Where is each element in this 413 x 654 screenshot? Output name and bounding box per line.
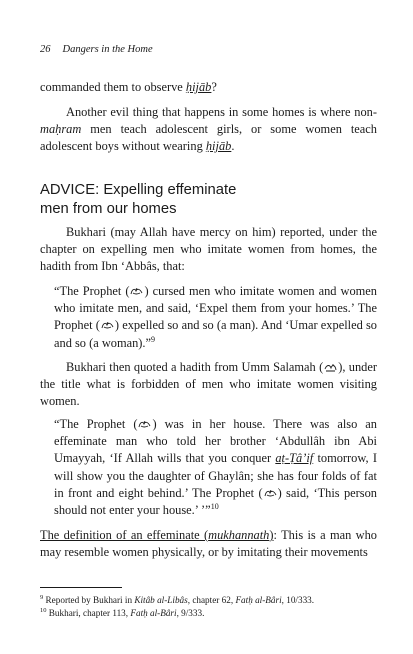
- salutation-icon: [130, 287, 143, 296]
- paragraph-5: [40, 527, 377, 561]
- footnote-divider: [40, 587, 122, 588]
- quote-1: [54, 283, 377, 352]
- salutation-icon: [264, 489, 277, 498]
- salutation-icon: [101, 321, 114, 330]
- salutation-icon: [138, 420, 151, 429]
- radiallahu-anha-icon: [324, 363, 337, 372]
- term-mahram: maḥram: [40, 122, 82, 137]
- label-b: ): [269, 528, 274, 542]
- fn9-c: , 10/333.: [281, 595, 315, 605]
- q2-b: ) was in her house. There was also an effeminate man who told her brother ‘Abdullâh ibn Abi Umayyah, ‘If Allah wills that you conquer: [54, 417, 377, 466]
- q1-a: “The Prophet (: [54, 284, 130, 298]
- place-taif: aṭ-Ṭâ’if: [275, 451, 314, 466]
- fn10-c: , 9/333.: [176, 608, 205, 618]
- paragraph-1: [40, 79, 377, 96]
- paragraph-2: [40, 104, 377, 156]
- q1-b: ) cursed men who imitate women and women who imitate men, and said, ‘Expel them from your homes.’ The Prophet (: [54, 284, 377, 333]
- q2-c: tomorrow, I will show you the daughter of Ghaylân; she has four folds of fat in front and eight behind.’ The Prophet (: [54, 451, 377, 500]
- fn9-ref: Fatḥ al-Bâri: [235, 595, 282, 605]
- footnote-ref-10[interactable]: 10: [210, 501, 219, 511]
- footnote-number: 9: [40, 593, 44, 601]
- p4-a: Bukhari then quoted a hadith from Umm Salamah (: [66, 360, 324, 374]
- term-mukhannath: mukhannath: [208, 528, 270, 542]
- p2-b: men teach adolescent girls, or some women teach adolescent boys without wearing: [40, 122, 377, 154]
- page-number: 26: [40, 44, 51, 55]
- footnote-ref-9[interactable]: 9: [151, 334, 156, 344]
- running-title: Dangers in the Home: [62, 44, 153, 55]
- fn9-a: Reported by Bukhari in: [43, 595, 135, 605]
- term-hijab-2: ḥijāb: [205, 139, 232, 154]
- footnote-10: [40, 607, 377, 619]
- quote-2: [54, 416, 377, 519]
- p2-end: .: [231, 139, 235, 154]
- p1-text: commanded them to observe: [40, 80, 186, 94]
- q2-d: ) said, ‘This person should not enter your house.’ ’”: [54, 485, 377, 518]
- p2-a: Another evil thing that happens in some homes is where non-: [66, 105, 377, 119]
- term-hijab: ḥijāb: [185, 80, 212, 94]
- q2-a: “The Prophet (: [54, 417, 138, 431]
- q1-c: ) expelled so and so (a man). And ‘Umar expelled so and so (a woman).”: [54, 318, 377, 350]
- heading-line-1: ADVICE: Expelling effeminate: [40, 182, 237, 198]
- p1-end: ?: [211, 80, 217, 94]
- paragraph-4: [40, 359, 377, 411]
- footnote-number: 10: [40, 606, 47, 614]
- fn10-a: Bukhari, chapter 113,: [46, 608, 131, 618]
- p4-b: ), under the title what is forbidden of men who imitate women visiting women.: [40, 360, 377, 409]
- section-heading: [40, 181, 236, 219]
- heading-line-2: men from our homes: [40, 201, 177, 217]
- label-a: The definition of an effeminate (: [40, 528, 209, 542]
- definition-label: [40, 528, 274, 542]
- p5-text: : This is a man who may resemble women physically, or by imitating their movements: [40, 528, 377, 560]
- p3-text: Bukhari (may Allah have mercy on him) reported, under the chapter on expelling men who imitate women from homes, the hadith from Ibn ‘Abbâs, that:: [40, 225, 377, 274]
- fn9-title: Kitâb al-Libâs: [134, 595, 188, 605]
- fn9-b: , chapter 62,: [187, 595, 236, 605]
- paragraph-3: [40, 224, 377, 276]
- fn10-ref: Fatḥ al-Bâri: [130, 608, 177, 618]
- running-head: [40, 44, 153, 55]
- footnote-9: [40, 594, 377, 606]
